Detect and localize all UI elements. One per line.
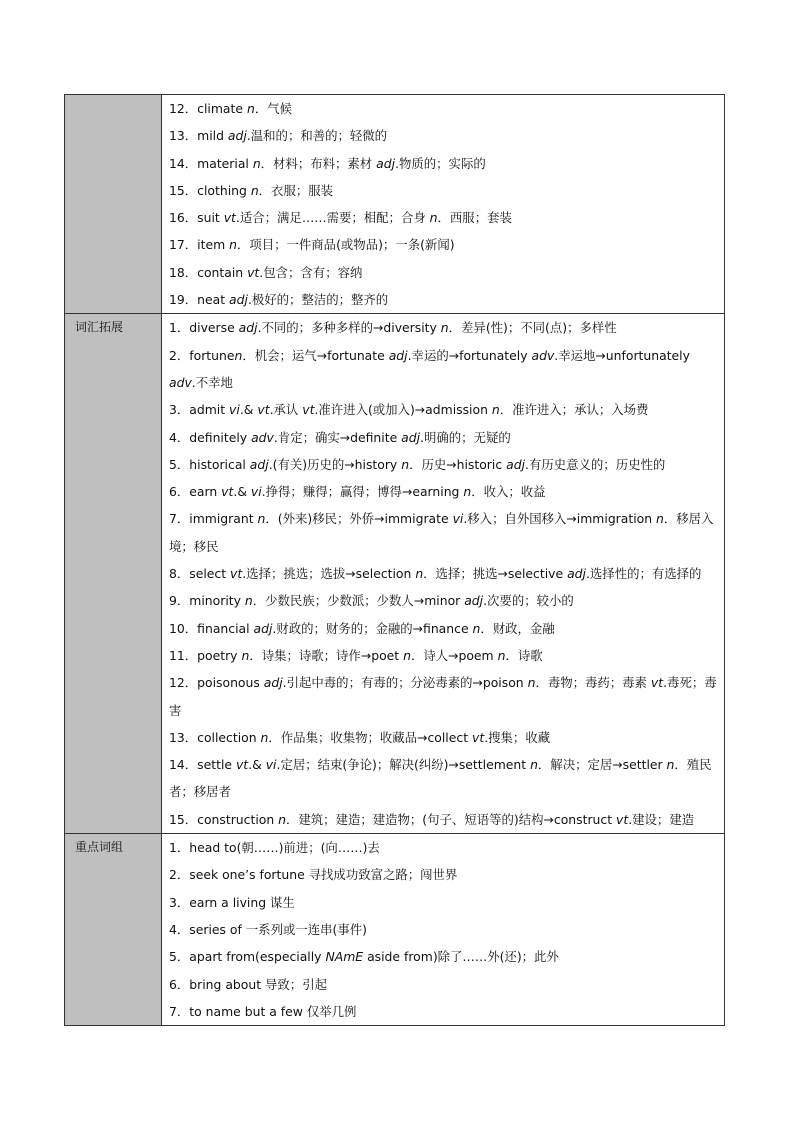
- part-of-speech: n: [656, 511, 664, 527]
- entry-text: .&: [239, 402, 258, 418]
- part-of-speech: vt: [650, 675, 664, 691]
- part-of-speech: n: [257, 511, 266, 527]
- vocab-entry: [169, 231, 718, 258]
- part-of-speech: adj: [506, 456, 526, 472]
- part-of-speech: n: [260, 729, 269, 745]
- entry-text: ．建筑；建造；建造物；(句子、短语等的)结构→construct: [286, 811, 616, 827]
- entry-text: ．殖民者；移居者: [169, 757, 712, 800]
- entry-text: 12．climate: [169, 101, 247, 116]
- part-of-speech: n: [440, 320, 449, 336]
- part-of-speech: n: [527, 675, 536, 691]
- part-of-speech: vi: [229, 402, 240, 418]
- entry-text: 10．financial: [169, 620, 254, 636]
- entry-text: .(有关)历史的→history: [268, 456, 402, 472]
- entry-text: ．机会；运气→fortunate: [242, 347, 389, 363]
- entry-text: 5．historical: [169, 456, 250, 472]
- entry-text: 4．definitely: [169, 429, 252, 445]
- part-of-speech: adj: [263, 675, 283, 691]
- entry-text: .包含；含有；容纳: [259, 264, 363, 280]
- entry-text: .幸运的→fortunately: [407, 347, 532, 363]
- entry-text: aside from)除了……外(还)；此外: [363, 949, 559, 965]
- entry-text: ．衣服；服装: [258, 182, 334, 198]
- section-label: [65, 95, 162, 314]
- part-of-speech: vt: [257, 402, 270, 418]
- entry-text: 14．settle: [169, 757, 236, 773]
- entry-text: .挣得；赚得；赢得；博得→earning: [261, 484, 464, 500]
- part-of-speech: adv: [251, 429, 274, 445]
- entry-text: ．项目；一件商品(或物品)；一条(新闻): [236, 237, 455, 253]
- part-of-speech: vi: [265, 757, 277, 773]
- entry-text: .有历史意义的；历史性的: [525, 456, 666, 472]
- entry-text: .肯定；确实→definite: [273, 429, 402, 445]
- entry-text: .搜集；收藏: [484, 729, 551, 745]
- part-of-speech: n: [278, 811, 287, 827]
- part-of-speech: adj: [464, 593, 484, 609]
- table-body: [65, 95, 725, 1026]
- entry-text: ．收入；收益: [471, 484, 546, 500]
- entry-text: ．(外来)移民；外侨→immigrate: [265, 511, 453, 527]
- entry-text: .明确的；无疑的: [420, 429, 511, 445]
- vocabulary-table: [64, 94, 725, 1026]
- part-of-speech: n: [666, 757, 675, 773]
- part-of-speech: vt: [230, 566, 243, 582]
- part-of-speech: vi: [250, 484, 262, 500]
- vocab-entry: [169, 478, 718, 505]
- entry-text: .移入；自外国移入→immigration: [463, 511, 657, 527]
- section-content: [162, 314, 725, 834]
- entry-text: .定居；结束(争论)；解决(纠纷)→settlement: [276, 757, 531, 773]
- table-row-section-2: [65, 834, 725, 1026]
- vocab-entry: [169, 806, 718, 833]
- entry-text: 12．poisonous: [169, 675, 264, 691]
- part-of-speech: n: [250, 182, 259, 198]
- entry-text: .物质的；实际的: [395, 155, 486, 171]
- entry-text: ．西服；套装: [437, 210, 512, 226]
- entry-text: ．移居入境；移民: [169, 511, 714, 554]
- part-of-speech: n: [497, 647, 506, 663]
- entry-text: .极好的；整洁的；整齐的: [247, 292, 389, 308]
- entry-text: 7．immigrant: [169, 511, 258, 527]
- vocab-entry: [169, 669, 718, 724]
- entry-text: ．少数民族；少数派；少数人→minor: [252, 593, 465, 609]
- vocab-entry: [169, 642, 718, 669]
- entry-text: 1．head to(朝……)前进；(向……)去: [169, 840, 380, 856]
- entry-text: .&: [248, 757, 266, 773]
- vocab-entry: [169, 834, 718, 861]
- entry-text: ．差异(性)；不同(点)；多样性: [448, 320, 617, 336]
- vocab-entry: [169, 259, 718, 286]
- section-label: 重点词组: [65, 834, 162, 1026]
- part-of-speech: n: [401, 456, 410, 472]
- entry-text: ．选择；挑选→selective: [423, 566, 568, 582]
- part-of-speech: vt: [223, 210, 236, 226]
- part-of-speech: vt: [472, 729, 485, 745]
- part-of-speech: adj: [567, 566, 586, 582]
- vocab-entry: [169, 95, 718, 122]
- entry-text: 2．fortune: [169, 347, 235, 363]
- entry-text: 14．material: [169, 155, 253, 171]
- vocab-entry: [169, 971, 718, 998]
- vocab-entry: [169, 424, 718, 451]
- entry-text: ．历史→historic: [409, 456, 507, 472]
- part-of-speech: n: [429, 210, 438, 226]
- entry-text: .温和的；和善的；轻微的: [246, 128, 388, 144]
- vocab-entry: [169, 560, 718, 587]
- entry-text: ．诗集；诗歌；诗作→poet: [249, 647, 404, 663]
- entry-text: 6．earn: [169, 484, 222, 500]
- section-content: [162, 834, 725, 1026]
- part-of-speech: n: [530, 757, 538, 773]
- entry-text: .幸运地→unfortunately: [554, 347, 690, 363]
- entry-text: 13．mild: [169, 128, 228, 144]
- entry-text: ．作品集；收集物；收藏品→collect: [268, 729, 472, 745]
- entry-text: 16．suit: [169, 210, 224, 226]
- part-of-speech: n: [403, 647, 411, 663]
- entry-text: 2．seek one’s fortune 寻找成功致富之路；闯世界: [169, 867, 458, 883]
- entry-text: .毒死；毒害: [169, 675, 717, 718]
- part-of-speech: n: [472, 620, 481, 636]
- part-of-speech: adj: [227, 128, 247, 144]
- entry-text: .承认: [269, 402, 303, 418]
- part-of-speech: vt: [302, 402, 315, 418]
- section-content: [162, 95, 725, 314]
- vocab-entry: [169, 314, 718, 341]
- vocab-entry: [169, 998, 718, 1025]
- entry-text: .财政的；财务的；金融的→finance: [272, 620, 473, 636]
- vocab-entry: [169, 587, 718, 614]
- part-of-speech: adv: [531, 347, 555, 363]
- part-of-speech: n: [229, 237, 237, 253]
- part-of-speech: n: [252, 155, 261, 171]
- entry-text: ．财政，金融: [480, 620, 555, 636]
- part-of-speech: vt: [235, 757, 249, 773]
- entry-text: 18．contain: [169, 264, 248, 280]
- vocab-entry: [169, 861, 718, 888]
- vocab-entry: [169, 451, 718, 478]
- vocab-entry: [169, 505, 718, 560]
- entry-text: 15．clothing: [169, 182, 251, 198]
- entry-text: ．毒物；毒药；毒素: [535, 675, 651, 691]
- entry-text: ．诗歌: [505, 647, 543, 663]
- part-of-speech: adj: [401, 429, 421, 445]
- part-of-speech: n: [234, 347, 243, 363]
- part-of-speech: NAmE: [325, 949, 364, 965]
- vocab-entry: [169, 396, 718, 423]
- entry-text: .引起中毒的；有毒的；分泌毒素的→poison: [282, 675, 528, 691]
- part-of-speech: n: [244, 593, 253, 609]
- entry-text: ．气候: [254, 101, 292, 116]
- section-label: 词汇拓展: [65, 314, 162, 834]
- entry-text: .准许进入(或加入)→admission: [314, 402, 492, 418]
- part-of-speech: vi: [452, 511, 464, 527]
- entry-text: 15．construction: [169, 811, 279, 827]
- entry-text: .次要的；较小的: [483, 593, 574, 609]
- entry-text: .&: [233, 484, 251, 500]
- entry-text: 8．select: [169, 566, 231, 582]
- entry-text: 6．bring about 导致；引起: [169, 976, 327, 992]
- part-of-speech: vt: [616, 811, 629, 827]
- vocab-entry: [169, 724, 718, 751]
- part-of-speech: vt: [221, 484, 234, 500]
- part-of-speech: adj: [229, 292, 248, 308]
- vocab-entry: [169, 150, 718, 177]
- part-of-speech: n: [491, 402, 500, 418]
- vocab-entry: [169, 889, 718, 916]
- vocab-entry: [169, 204, 718, 231]
- part-of-speech: adj: [249, 456, 269, 472]
- entry-text: 11．poetry: [169, 647, 242, 663]
- entry-text: 1．diverse: [169, 320, 239, 336]
- entry-text: .选择；挑选；选拔→selection: [242, 566, 416, 582]
- entry-text: 3．earn a living 谋生: [169, 894, 295, 910]
- part-of-speech: adv: [169, 374, 192, 390]
- table-row-section-0: [65, 95, 725, 314]
- part-of-speech: adj: [253, 620, 273, 636]
- vocab-entry: [169, 286, 718, 313]
- entry-text: 17．item: [169, 237, 230, 253]
- entry-text: 7．to name but a few 仅举几例: [169, 1003, 357, 1019]
- entry-text: 13．collection: [169, 729, 261, 745]
- vocab-entry: [169, 342, 718, 397]
- vocab-entry: [169, 177, 718, 204]
- entry-text: 19．neat: [169, 292, 230, 308]
- vocab-entry: [169, 943, 718, 970]
- vocab-entry: [169, 751, 718, 806]
- entry-text: ．诗人→poem: [410, 647, 498, 663]
- entry-text: 3．admit: [169, 402, 230, 418]
- vocab-entry: [169, 916, 718, 943]
- entry-text: .不幸地: [191, 374, 233, 390]
- entry-text: .适合；满足……需要；相配；合身: [235, 210, 430, 226]
- entry-text: ．材料；布料；素材: [260, 155, 377, 171]
- part-of-speech: n: [246, 101, 255, 116]
- part-of-speech: vt: [247, 264, 260, 280]
- part-of-speech: n: [415, 566, 424, 582]
- part-of-speech: n: [463, 484, 472, 500]
- entry-text: 9．minority: [169, 593, 245, 609]
- entry-text: 5．apart from(especially: [169, 949, 326, 965]
- entry-text: ．解决；定居→settler: [537, 757, 667, 773]
- entry-text: .建设；建造: [628, 811, 695, 827]
- vocab-entry: [169, 122, 718, 149]
- entry-text: ．准许进入；承认；入场费: [499, 402, 649, 418]
- part-of-speech: adj: [376, 155, 396, 171]
- entry-text: .选择性的；有选择的: [585, 566, 702, 582]
- part-of-speech: n: [241, 647, 250, 663]
- vocab-entry: [169, 615, 718, 642]
- entry-text: 4．series of 一系列或一连串(事件): [169, 921, 367, 937]
- part-of-speech: adj: [388, 347, 408, 363]
- table-row-section-1: [65, 314, 725, 834]
- part-of-speech: adj: [238, 320, 258, 336]
- entry-text: .不同的；多种多样的→diversity: [257, 320, 441, 336]
